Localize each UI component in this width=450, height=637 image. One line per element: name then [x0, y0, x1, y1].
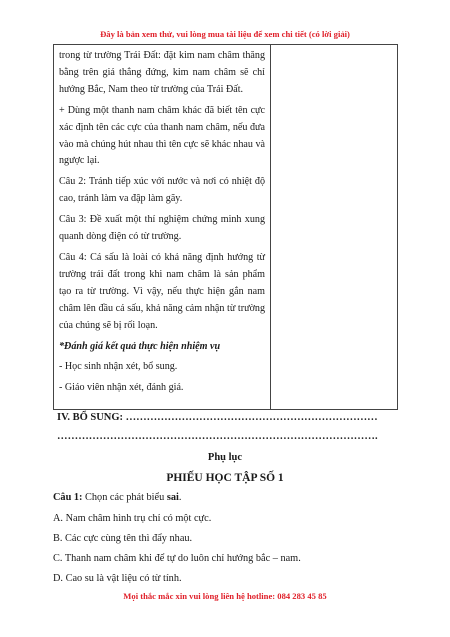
- answer-3: Câu 3: Đề xuất một thí nghiệm chứng minh xung quanh dòng điện có từ trường.: [59, 214, 265, 243]
- option-b: B. Các cực cùng tên thì đẩy nhau.: [53, 533, 193, 544]
- answer-2: Câu 2: Tránh tiếp xúc với nước và nơi có nhiệt độ cao, tránh làm va đập làm gãy.: [59, 176, 265, 205]
- evaluation-heading: *Đánh giá kết quả thực hiện nhiệm vụ: [59, 340, 221, 352]
- question-end: .: [178, 492, 182, 503]
- column-divider: [270, 45, 271, 409]
- evaluation-item-teacher: - Giáo viên nhận xét, đánh giá.: [59, 382, 184, 394]
- worksheet-title: PHIẾU HỌC TẬP SỐ 1: [166, 472, 284, 484]
- content-cell: [59, 48, 265, 397]
- activity-table: [53, 44, 398, 410]
- dotted-line: ……………………………………………………………………………….: [57, 431, 378, 442]
- section-heading: IV. BỔ SUNG: ………………………………………………………………: [57, 412, 378, 423]
- evaluation-item-students: - Học sinh nhận xét, bổ sung.: [59, 361, 178, 373]
- paragraph-magnet-test: + Dùng một thanh nam châm khác đã biết tên cực xác định tên các cực của thanh nam châm, nếu đưa vào mà chúng hút nhau thì tên cực sẽ khác nhau và ngược lại.: [59, 104, 265, 167]
- question-text: Chọn các phát biểu: [82, 492, 167, 503]
- question-label: Câu 1:: [53, 492, 83, 503]
- question-emphasis: sai: [166, 492, 179, 503]
- preview-banner: Đây là bản xem thử, vui lòng mua tài liệu để xem chi tiết (có lời giải): [100, 29, 350, 39]
- appendix-label: Phụ lục: [207, 452, 243, 463]
- paragraph-compass: trong từ trường Trái Đất: đặt kim nam châm thăng bằng trên giá thẳng đứng, kim nam châm sẽ chỉ hướng Bắc, Nam theo từ trường của Trái Đất.: [59, 50, 265, 95]
- hotline-banner: Mọi thắc mắc xin vui lòng liên hệ hotline: 084 283 45 85: [123, 591, 327, 601]
- question-1: [53, 492, 181, 503]
- option-c: C. Thanh nam châm khi để tự do luôn chỉ hướng bắc – nam.: [53, 553, 301, 564]
- option-d: D. Cao su là vật liệu có từ tính.: [53, 573, 182, 584]
- answer-4: Câu 4: Cá sấu là loài có khả năng định hướng từ trường trái đất trong khi nam châm là sản phẩm tạo ra từ trường. Vì vậy, nếu thực hiện gắn nam châm lên đầu cá sấu, khả năng cảm nhận từ trường của chúng sẽ bị rối loạn.: [59, 251, 265, 331]
- option-a: A. Nam châm hình trụ chỉ có một cực.: [53, 513, 212, 524]
